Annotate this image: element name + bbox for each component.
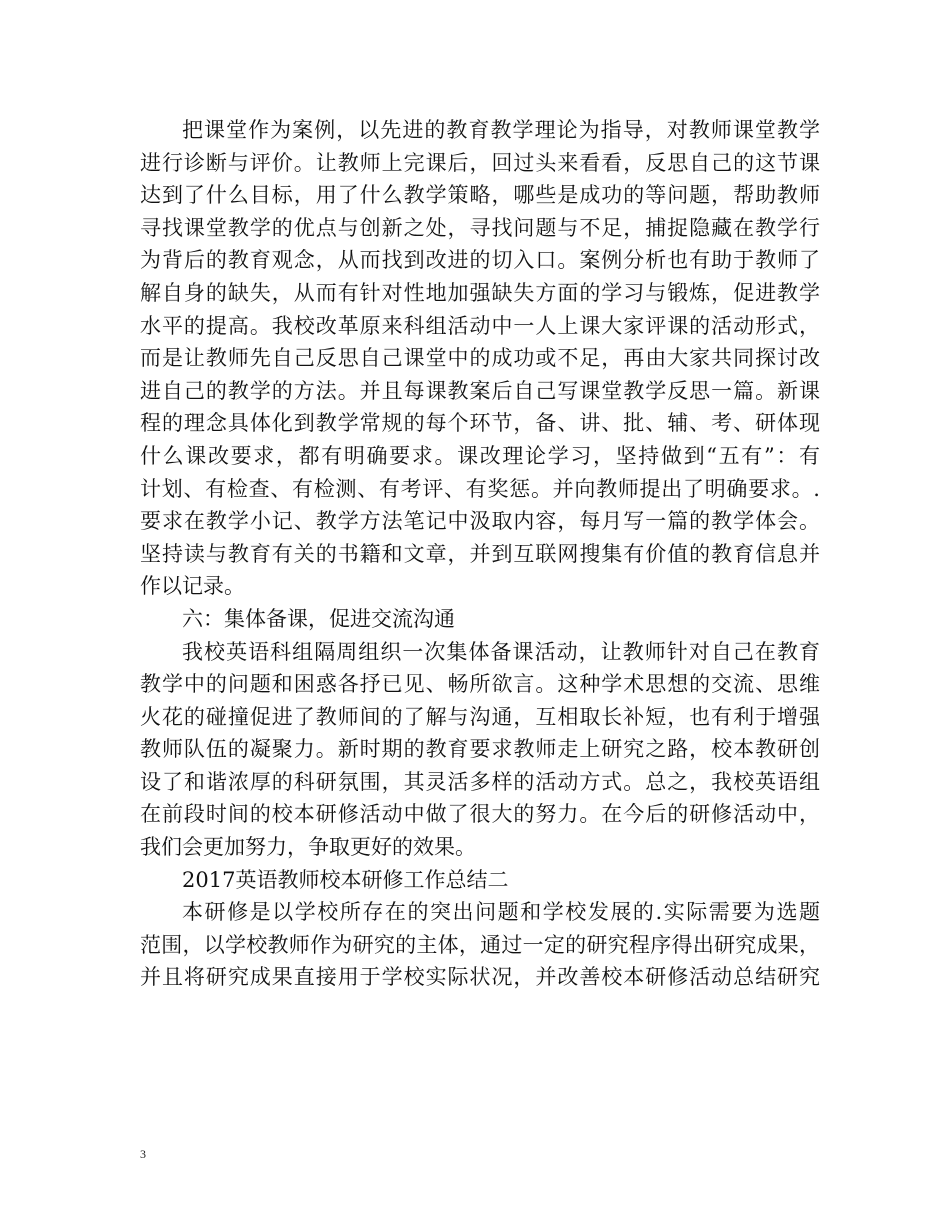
text-line: 寻找课堂教学的优点与创新之处，寻找问题与不足，捕捉隐藏在教学行 <box>140 215 820 240</box>
section-title-summary-two <box>140 864 820 897</box>
text-line: 把课堂作为案例，以先进的教育教学理论为指导，对教师课堂教学 <box>182 118 820 142</box>
text-line: 为背后的教育观念，从而找到改进的切入口。案例分析也有助于教师了 <box>140 248 820 273</box>
text-line: 本研修是以学校所存在的突出问题和学校发展的.实际需要为选题 <box>182 900 820 925</box>
page-number: 3 <box>140 1147 146 1161</box>
text-line: 计划、有检查、有检测、有考评、有奖惩。并向教师提出了明确要求。. <box>140 476 820 501</box>
text-line: 水平的提高。我校改革原来科组活动中一人上课大家评课的活动形式， <box>140 313 820 338</box>
text-line: 进行诊断与评价。让教师上完课后，回过头来看看，反思自己的这节课 <box>140 150 820 175</box>
text-line: 什么课改要求，都有明确要求。课改理论学习，坚持做到“五有”：有 <box>140 443 820 468</box>
paragraph-classroom-case-study <box>140 114 820 603</box>
paragraph-collective-lesson-prep <box>140 636 820 864</box>
text-line: 在前段时间的校本研修活动中做了很大的努力。在今后的研修活动中， <box>140 802 820 827</box>
text-line: 进自己的教学的方法。并且每课教案后自己写课堂教学反思一篇。新课 <box>140 378 820 403</box>
heading-line: 六：集体备课，促进交流沟通 <box>182 606 455 631</box>
text-line: 要求在教学小记、教学方法笔记中汲取内容，每月写一篇的教学体会。 <box>140 509 820 534</box>
text-line: 范围，以学校教师作为研究的主体，通过一定的研究程序得出研究成果， <box>140 932 820 957</box>
text-line: 我校英语科组隔周组织一次集体备课活动，让教师针对自己在教育 <box>182 639 820 664</box>
text-line: 设了和谐浓厚的科研氛围，其灵活多样的活动方式。总之，我校英语组 <box>140 769 820 794</box>
text-line: 作以记录。 <box>140 574 245 599</box>
text-line: 而是让教师先自己反思自己课堂中的成功或不足，再由大家共同探讨改 <box>140 346 820 371</box>
text-line: 教师队伍的凝聚力。新时期的教育要求教师走上研究之路，校本教研创 <box>140 737 820 762</box>
text-line: 教学中的问题和困惑各抒已见、畅所欲言。这种学术思想的交流、思维 <box>140 672 820 697</box>
paragraph-research-intro <box>140 896 820 994</box>
section-heading-collective-lesson-prep <box>140 603 820 636</box>
text-line: 解自身的缺失，从而有针对性地加强缺失方面的学习与锻炼，促进教学 <box>140 280 820 305</box>
text-line: 程的理念具体化到教学常规的每个环节，备、讲、批、辅、考、研体现 <box>140 411 820 436</box>
heading-line: 2017英语教师校本研修工作总结二 <box>182 867 509 892</box>
text-line: 坚持读与教育有关的书籍和文章，并到互联网搜集有价值的教育信息并 <box>140 541 820 566</box>
text-line: 达到了什么目标，用了什么教学策略，哪些是成功的等问题，帮助教师 <box>140 183 820 208</box>
text-line: 火花的碰撞促进了教师间的了解与沟通，互相取长补短，也有利于增强 <box>140 704 820 729</box>
text-line: 并且将研究成果直接用于学校实际状况，并改善校本研修活动总结研究 <box>140 965 820 990</box>
document-body <box>140 114 820 994</box>
text-line: 我们会更加努力，争取更好的效果。 <box>140 835 476 860</box>
